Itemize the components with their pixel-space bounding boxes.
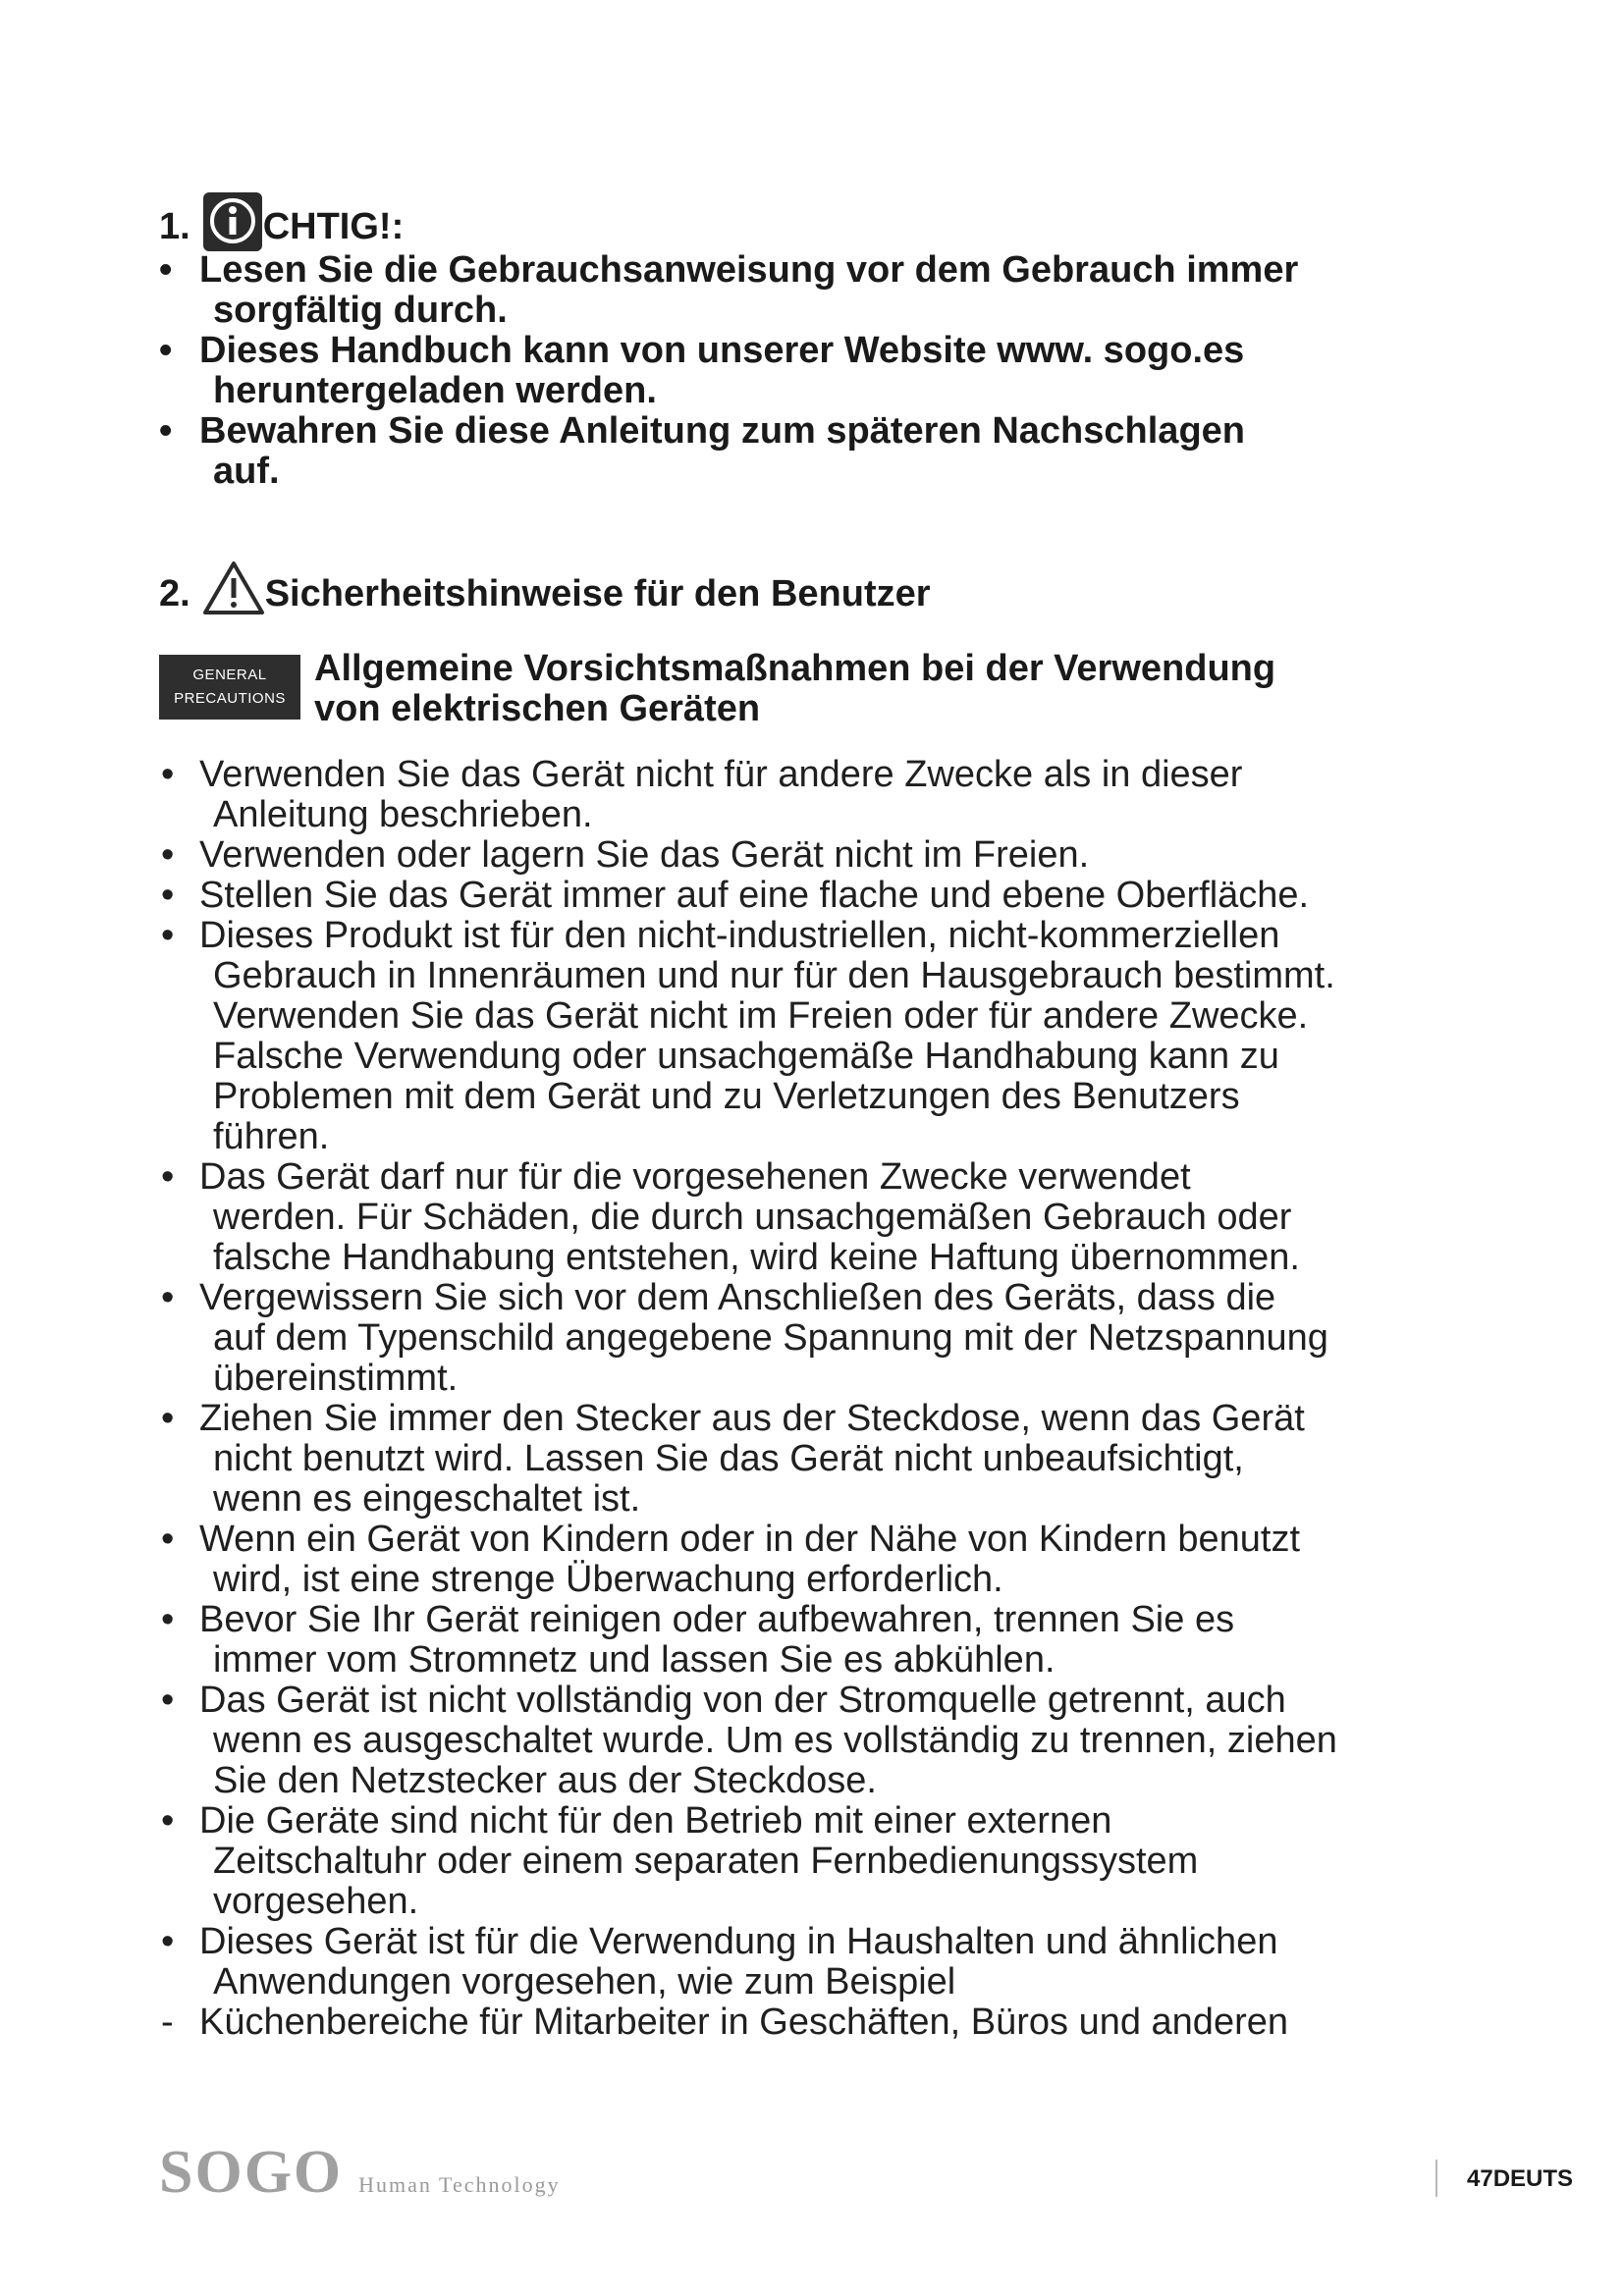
list-item: • Dieses Produkt ist für den nicht-industriellen, nicht-kommerziellen Gebrauch in Innenräumen und nur für den Hausgebrauch bestimmt. Verwenden Sie das Gerät nicht im Freien oder für andere Zwecke. Falsche Verwendung oder unsachgemäße Handhabung kann zu Problemen mit dem Gerät und zu Verletzungen des Benutzers führen. xyxy=(161,915,1335,1157)
info-icon xyxy=(202,191,263,252)
general-precautions-badge: GENERAL PRECAUTIONS xyxy=(159,655,300,720)
precautions-list xyxy=(159,755,1494,2043)
list-item: • Bevor Sie Ihr Gerät reinigen oder aufbewahren, trennen Sie es immer vom Stromnetz und lassen Sie es abkühlen. xyxy=(161,1599,1235,1681)
important-list xyxy=(159,250,1494,492)
page-content xyxy=(159,191,1494,2043)
list-item: • Das Gerät darf nur für die vorgesehenen Zwecke verwendet werden. Für Schäden, die durch unsachgemäßen Gebrauch oder falsche Handhabung entstehen, wird keine Haftung übernommen. xyxy=(161,1156,1300,1278)
section-1-number: 1. xyxy=(159,206,190,247)
list-item: • Bewahren Sie diese Anleitung zum späteren Nachschlagen auf. xyxy=(159,410,1246,492)
list-item: • Dieses Handbuch kann von unserer Website www. sogo.es heruntergeladen werden. xyxy=(159,330,1245,411)
list-item: - Küchenbereiche für Mitarbeiter in Geschäften, Büros und anderen xyxy=(161,2002,1288,2043)
section-2-title: Sicherheitshinweise für den Benutzer xyxy=(264,573,931,614)
list-item: • Ziehen Sie immer den Stecker aus der Steckdose, wenn das Gerät nicht benutzt wird. Lassen Sie das Gerät nicht unbeaufsichtigt, wenn es eingeschaltet ist. xyxy=(161,1398,1305,1520)
section-1-heading xyxy=(159,191,1494,246)
list-item: • Vergewissern Sie sich vor dem Anschließen des Geräts, dass die auf dem Typenschild angegebene Spannung mit der Netzspannung übereinstimmt. xyxy=(161,1277,1328,1399)
warning-icon xyxy=(202,561,265,615)
list-item: • Verwenden Sie das Gerät nicht für andere Zwecke als in dieser Anleitung beschrieben. xyxy=(161,754,1243,835)
section-2-number: 2. xyxy=(159,573,190,614)
list-item: • Die Geräte sind nicht für den Betrieb mit einer externen Zeitschaltuhr oder einem separaten Fernbedienungssystem vorgesehen. xyxy=(161,1800,1199,1922)
list-item: • Dieses Gerät ist für die Verwendung in Haushalten und ähnlichen Anwendungen vorgesehen, wie zum Beispiel xyxy=(161,1921,1278,2002)
list-item: • Das Gerät ist nicht vollständig von der Stromquelle getrennt, auch wenn es ausgeschaltet wurde. Um es vollständig zu trennen, ziehen Sie den Netzstecker aus der Steckdose. xyxy=(161,1680,1337,1801)
footer-divider xyxy=(1435,2160,1437,2197)
general-precautions-title: Allgemeine Vorsichtsmaßnahmen bei der Verwendung von elektrischen Geräten xyxy=(314,648,1276,729)
list-item: • Stellen Sie das Gerät immer auf eine flache und ebene Oberfläche. xyxy=(161,875,1310,916)
footer-brand xyxy=(159,2138,561,2208)
list-item: • Wenn ein Gerät von Kindern oder in der Nähe von Kindern benutzt wird, ist eine strenge Überwachung erforderlich. xyxy=(161,1519,1300,1600)
section-2-heading xyxy=(159,561,1494,614)
section-1-title: CHTIG!: xyxy=(262,206,405,247)
page-number: 47DEUTS xyxy=(1467,2165,1574,2192)
list-item: • Lesen Sie die Gebrauchsanweisung vor dem Gebrauch immer sorgfältig durch. xyxy=(159,249,1299,331)
brand-logo: SOGO xyxy=(159,2139,344,2206)
general-precautions-header xyxy=(159,649,1494,729)
brand-tagline: Human Technology xyxy=(358,2172,561,2197)
list-item: • Verwenden oder lagern Sie das Gerät nicht im Freien. xyxy=(161,834,1090,876)
